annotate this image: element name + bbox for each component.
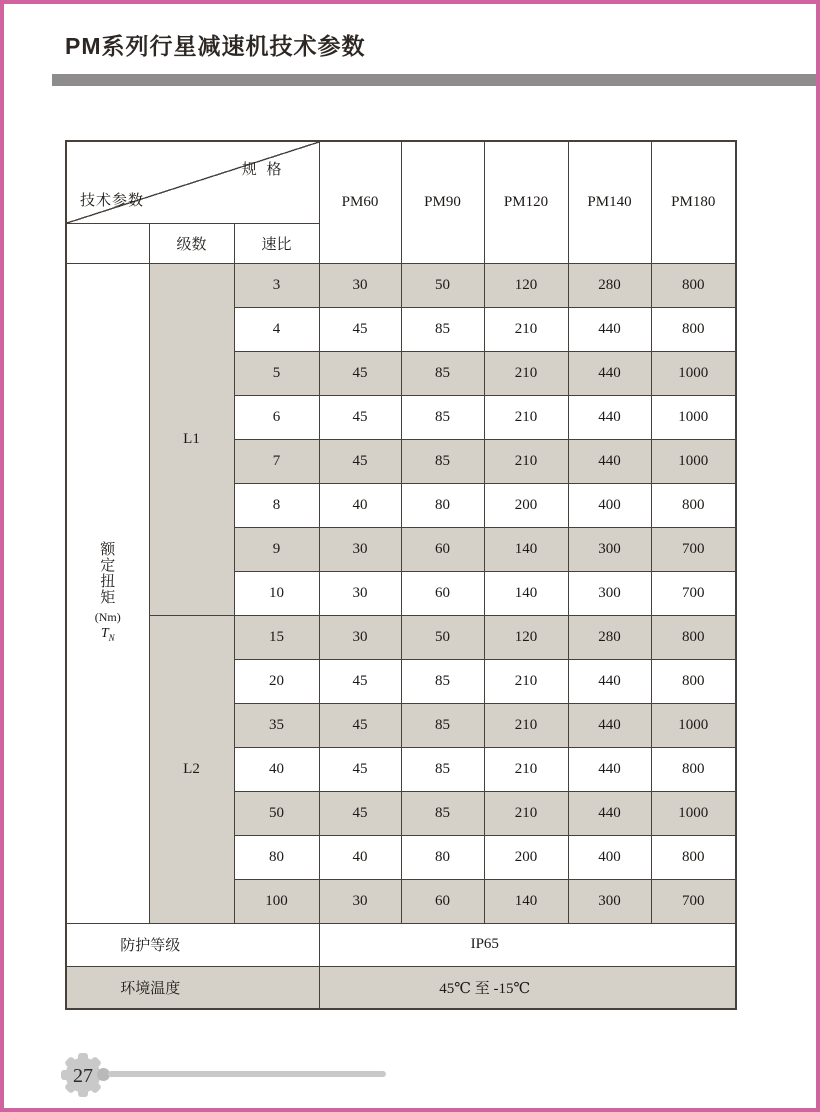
ratio-cell: 7 [234, 439, 319, 483]
value-cell: 85 [401, 791, 484, 835]
value-cell: 210 [484, 307, 568, 351]
stage-header: 级数 [149, 223, 234, 263]
value-cell: 440 [568, 351, 651, 395]
value-cell: 1000 [651, 791, 736, 835]
value-cell: 800 [651, 483, 736, 527]
value-cell: 45 [319, 351, 401, 395]
ratio-cell: 4 [234, 307, 319, 351]
value-cell: 210 [484, 351, 568, 395]
value-cell: 300 [568, 879, 651, 923]
value-cell: 60 [401, 879, 484, 923]
empty-header-cell [66, 223, 149, 263]
ratio-cell: 100 [234, 879, 319, 923]
value-cell: 30 [319, 615, 401, 659]
value-cell: 140 [484, 571, 568, 615]
value-cell: 800 [651, 263, 736, 307]
value-cell: 400 [568, 835, 651, 879]
torque-row-label-cell [66, 263, 149, 923]
model-column-header: PM60 [319, 141, 401, 263]
value-cell: 45 [319, 791, 401, 835]
value-cell: 800 [651, 307, 736, 351]
ratio-cell: 3 [234, 263, 319, 307]
ambient-temperature-value: 45℃ 至 -15℃ [319, 966, 736, 1009]
model-column-header: PM140 [568, 141, 651, 263]
value-cell: 800 [651, 835, 736, 879]
table-corner-cell [66, 141, 319, 223]
value-cell: 85 [401, 747, 484, 791]
value-cell: 50 [401, 615, 484, 659]
torque-unit-label: (Nm) [94, 609, 121, 624]
value-cell: 440 [568, 659, 651, 703]
model-column-header: PM120 [484, 141, 568, 263]
value-cell: 300 [568, 527, 651, 571]
value-cell: 440 [568, 703, 651, 747]
value-cell: 45 [319, 659, 401, 703]
value-cell: 30 [319, 879, 401, 923]
value-cell: 85 [401, 395, 484, 439]
value-cell: 85 [401, 703, 484, 747]
value-cell: 210 [484, 747, 568, 791]
ambient-temperature-label: 环境温度 [66, 966, 319, 1009]
page-number: 27 [73, 1065, 93, 1087]
page-title: PM系列行星减速机技术参数 [65, 33, 366, 59]
value-cell: 440 [568, 439, 651, 483]
value-cell: 45 [319, 395, 401, 439]
value-cell: 800 [651, 615, 736, 659]
value-cell: 30 [319, 263, 401, 307]
protection-grade-value: IP65 [319, 923, 736, 966]
stage-l1-cell: L1 [149, 263, 234, 615]
value-cell: 45 [319, 439, 401, 483]
value-cell: 440 [568, 395, 651, 439]
ratio-cell: 8 [234, 483, 319, 527]
value-cell: 120 [484, 263, 568, 307]
value-cell: 440 [568, 791, 651, 835]
value-cell: 210 [484, 395, 568, 439]
value-cell: 300 [568, 571, 651, 615]
ratio-cell: 6 [234, 395, 319, 439]
table-row [66, 263, 736, 307]
value-cell: 1000 [651, 351, 736, 395]
value-cell: 800 [651, 659, 736, 703]
value-cell: 400 [568, 483, 651, 527]
spec-table [65, 140, 737, 1010]
value-cell: 80 [401, 483, 484, 527]
value-cell: 85 [401, 439, 484, 483]
value-cell: 280 [568, 263, 651, 307]
value-cell: 40 [319, 483, 401, 527]
value-cell: 700 [651, 527, 736, 571]
value-cell: 80 [401, 835, 484, 879]
value-cell: 60 [401, 571, 484, 615]
ratio-cell: 5 [234, 351, 319, 395]
model-column-header: PM180 [651, 141, 736, 263]
value-cell: 85 [401, 307, 484, 351]
stage-l2-cell: L2 [149, 615, 234, 923]
value-cell: 140 [484, 527, 568, 571]
value-cell: 45 [319, 307, 401, 351]
value-cell: 440 [568, 747, 651, 791]
ratio-cell: 35 [234, 703, 319, 747]
ratio-cell: 9 [234, 527, 319, 571]
value-cell: 45 [319, 703, 401, 747]
protection-grade-row [66, 923, 736, 966]
value-cell: 210 [484, 439, 568, 483]
value-cell: 120 [484, 615, 568, 659]
value-cell: 280 [568, 615, 651, 659]
value-cell: 700 [651, 571, 736, 615]
ambient-temperature-row [66, 966, 736, 1009]
value-cell: 210 [484, 703, 568, 747]
value-cell: 45 [319, 747, 401, 791]
value-cell: 30 [319, 527, 401, 571]
value-cell: 140 [484, 879, 568, 923]
ratio-cell: 10 [234, 571, 319, 615]
ratio-cell: 20 [234, 659, 319, 703]
value-cell: 700 [651, 879, 736, 923]
corner-label-params: 技术参数 [80, 192, 145, 209]
ratio-header: 速比 [234, 223, 319, 263]
value-cell: 1000 [651, 439, 736, 483]
value-cell: 200 [484, 835, 568, 879]
value-cell: 85 [401, 351, 484, 395]
value-cell: 200 [484, 483, 568, 527]
footer-rule-line [108, 1071, 386, 1077]
ratio-cell: 15 [234, 615, 319, 659]
model-column-header: PM90 [401, 141, 484, 263]
table-header-row [66, 141, 736, 223]
title-underline-bar [52, 74, 816, 86]
torque-symbol: $T_N$ [100, 625, 115, 643]
value-cell: 50 [401, 263, 484, 307]
value-cell: 1000 [651, 703, 736, 747]
value-cell: 210 [484, 659, 568, 703]
value-cell: 800 [651, 747, 736, 791]
torque-label-vertical: 额定扭矩 [100, 542, 116, 606]
corner-label-spec: 规 格 [241, 162, 285, 178]
protection-grade-label: 防护等级 [66, 923, 319, 966]
value-cell: 1000 [651, 395, 736, 439]
value-cell: 85 [401, 659, 484, 703]
value-cell: 40 [319, 835, 401, 879]
ratio-cell: 80 [234, 835, 319, 879]
value-cell: 30 [319, 571, 401, 615]
value-cell: 60 [401, 527, 484, 571]
table-row [66, 615, 736, 659]
ratio-cell: 50 [234, 791, 319, 835]
value-cell: 210 [484, 791, 568, 835]
value-cell: 440 [568, 307, 651, 351]
ratio-cell: 40 [234, 747, 319, 791]
